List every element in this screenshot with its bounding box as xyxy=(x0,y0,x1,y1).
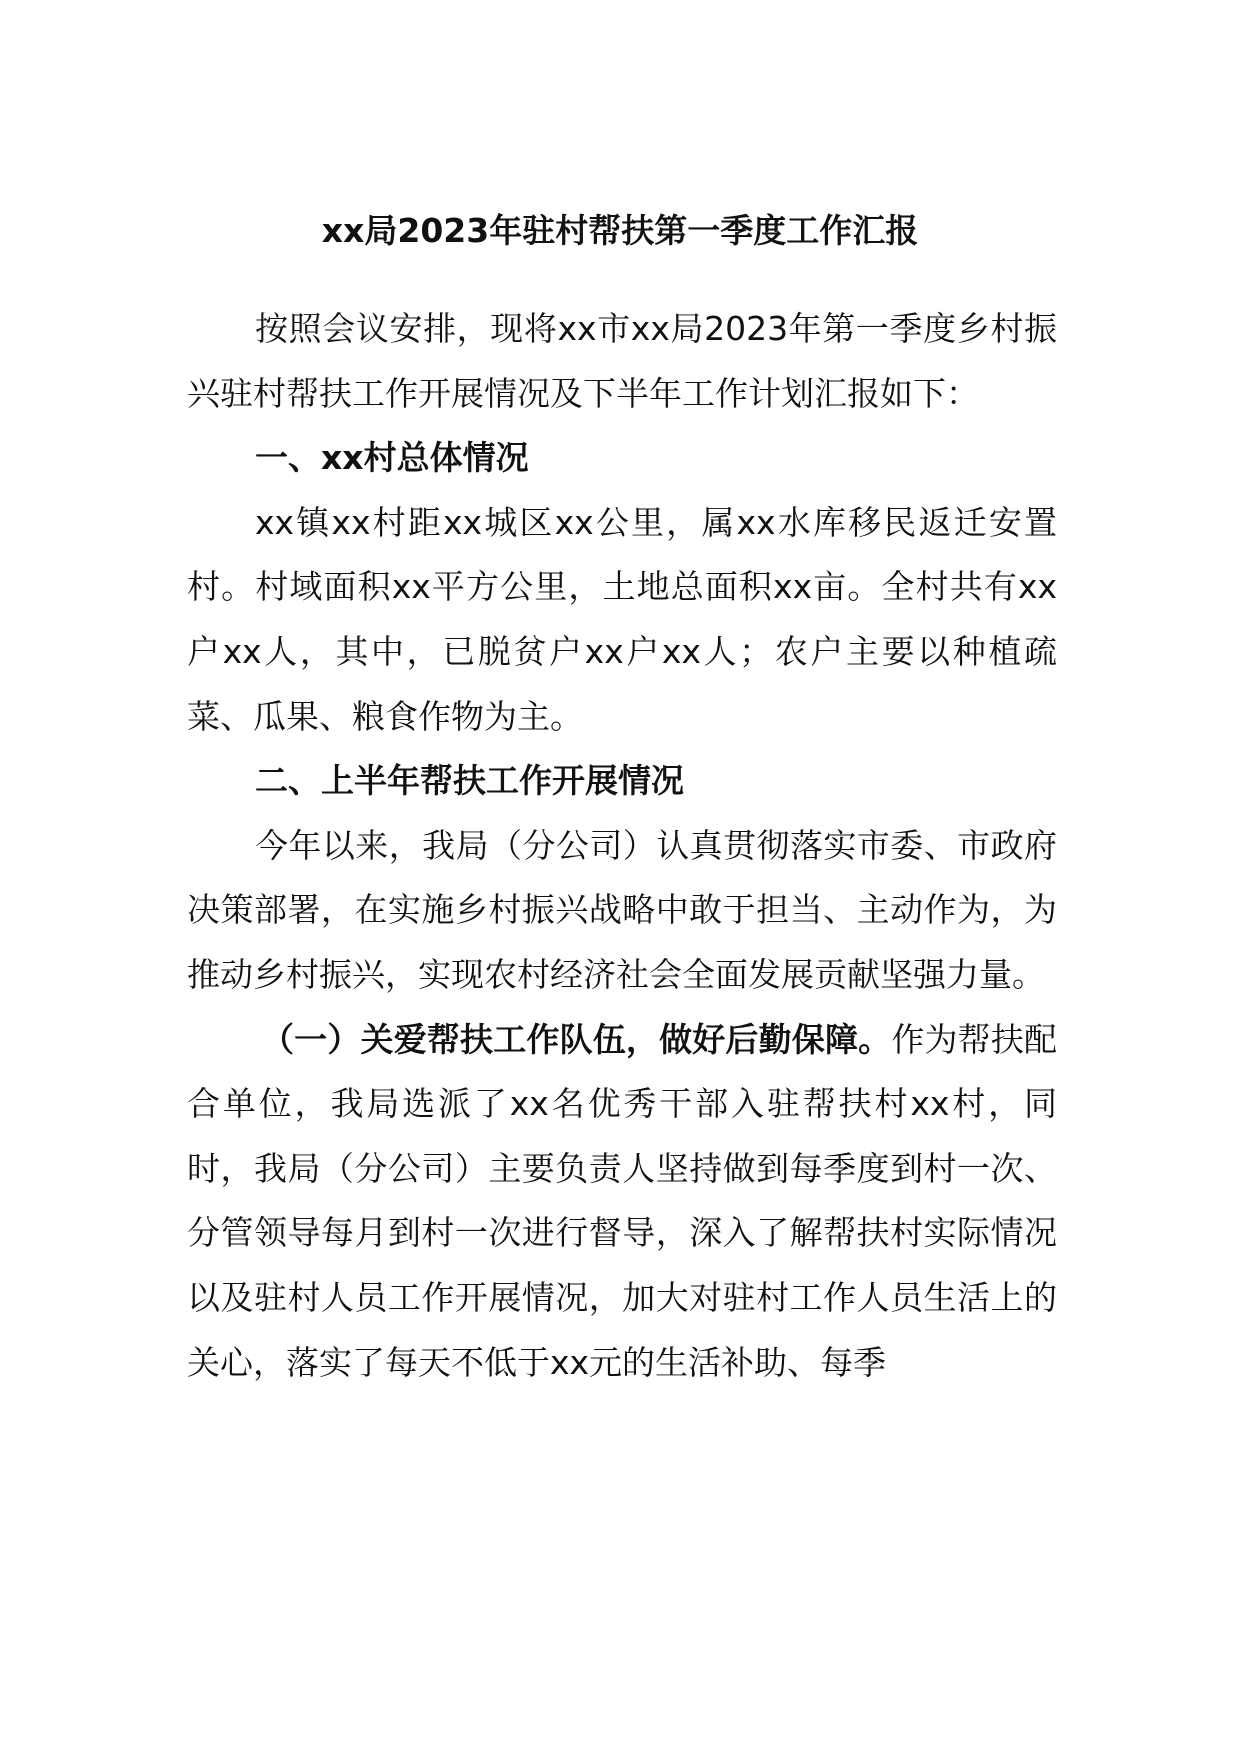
subsection-1-text: 作为帮扶配合单位，我局选派了xx名优秀干部入驻帮扶村xx村，同时，我局（分公司）主要负责人坚持做到每季度到村一次、分管领导每月到村一次进行督导，深入了解帮扶村实际情况以及驻村人员工作开展情况，加大对驻村工作人员生活上的关心，落实了每天不低于xx元的生活补助、每季 xyxy=(187,1019,1058,1382)
section-2-paragraph: 今年以来，我局（分公司）认真贯彻落实市委、市政府决策部署，在实施乡村振兴战略中敢于担当、主动作为，为推动乡村振兴，实现农村经济社会全面发展贡献坚强力量。 xyxy=(187,825,1057,994)
subsection-1-paragraph xyxy=(187,1008,1057,1396)
section-1-heading: 一、xx村总体情况 xyxy=(255,438,529,478)
document-title: xx局2023年驻村帮扶第一季度工作汇报 xyxy=(321,211,919,250)
section-2-heading: 二、上半年帮扶工作开展情况 xyxy=(255,761,684,801)
section-1-paragraph: xx镇xx村距xx城区xx公里，属xx水库移民返迁安置村。村域面积xx平方公里，土地总面积xx亩。全村共有xx户xx人，其中，已脱贫户xx户xx人；农户主要以种植疏菜、瓜果、粮食作物为主。 xyxy=(187,502,1057,736)
document-body xyxy=(187,297,1057,1395)
subsection-1-heading: （一）关爱帮扶工作队伍，做好后勤保障。 xyxy=(261,1019,892,1059)
intro-paragraph: 按照会议安排，现将xx市xx局2023年第一季度乡村振兴驻村帮扶工作开展情况及下半年工作计划汇报如下： xyxy=(187,309,1057,413)
